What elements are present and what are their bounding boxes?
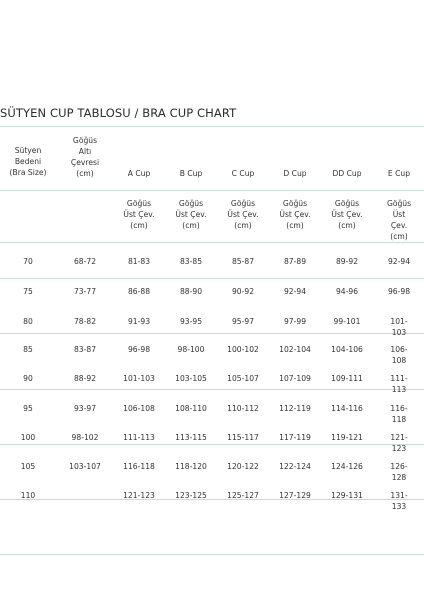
row-value: 124-126 <box>331 462 363 471</box>
row-underbust: 83-87 <box>73 345 97 354</box>
row-value: 123-125 <box>175 491 207 500</box>
row-value: 100-102 <box>227 345 259 354</box>
row-value: 87-89 <box>283 257 307 266</box>
row-value: 115-117 <box>227 433 259 442</box>
row-value: 98-100 <box>177 345 205 354</box>
table-rule <box>0 126 424 127</box>
row-value: 81-83 <box>127 257 151 266</box>
row-value: 103-105 <box>175 374 207 383</box>
row-value: 107-109 <box>279 374 311 383</box>
row-value: 127-129 <box>279 491 311 500</box>
row-value: 120-122 <box>227 462 259 471</box>
row-value: 83-85 <box>179 257 203 266</box>
row-value: 86-88 <box>127 287 151 296</box>
row-underbust: 98-102 <box>71 433 99 442</box>
subheader-bust: Göğüs Üst Çev. (cm) <box>123 199 155 230</box>
row-value: 88-90 <box>179 287 203 296</box>
row-value: 99-101 <box>333 317 361 326</box>
row-value: 102-104 <box>279 345 311 354</box>
row-size: 70 <box>23 257 33 266</box>
row-value: 121-123 <box>123 491 155 500</box>
row-value: 109-111 <box>331 374 363 383</box>
table-rule <box>0 333 424 334</box>
row-size: 100 <box>20 433 36 442</box>
row-value: 116-118 <box>390 404 408 424</box>
row-value: 92-94 <box>387 257 411 266</box>
row-value: 96-98 <box>387 287 411 296</box>
row-value: 125-127 <box>227 491 259 500</box>
header-cup: A Cup <box>127 169 151 178</box>
table-rule <box>0 389 424 390</box>
row-value: 121-123 <box>390 433 408 453</box>
subheader-bust: Göğüs Üst Çev. (cm) <box>331 199 363 230</box>
row-value: 96-98 <box>127 345 151 354</box>
header-cup: C Cup <box>231 169 255 178</box>
row-value: 105-107 <box>227 374 259 383</box>
table-rule <box>0 242 424 243</box>
row-value: 113-115 <box>175 433 207 442</box>
row-value: 95-97 <box>231 317 255 326</box>
row-value: 129-131 <box>331 491 363 500</box>
header-bra-size: Sütyen Bedeni (Bra Size) <box>9 146 47 177</box>
row-underbust: 88-92 <box>73 374 97 383</box>
subheader-bust: Göğüs Üst Çev. (cm) <box>386 199 412 241</box>
row-value: 118-120 <box>175 462 207 471</box>
row-value: 97-99 <box>283 317 307 326</box>
subheader-bust: Göğüs Üst Çev. (cm) <box>279 199 311 230</box>
row-value: 126-128 <box>390 462 408 482</box>
row-value: 89-92 <box>335 257 359 266</box>
subheader-bust: Göğüs Üst Çev. (cm) <box>175 199 207 230</box>
row-value: 131-133 <box>390 491 408 511</box>
row-value: 116-118 <box>123 462 155 471</box>
header-underbust: Göğüs Altı Çevresi (cm) <box>70 136 100 178</box>
subheader-bust: Göğüs Üst Çev. (cm) <box>227 199 259 230</box>
row-value: 106-108 <box>123 404 155 413</box>
row-value: 114-116 <box>331 404 363 413</box>
table-rule <box>0 278 424 279</box>
row-value: 91-93 <box>127 317 151 326</box>
row-size: 95 <box>23 404 33 413</box>
row-value: 92-94 <box>283 287 307 296</box>
row-underbust: 68-72 <box>73 257 97 266</box>
row-value: 93-95 <box>179 317 203 326</box>
row-value: 85-87 <box>231 257 255 266</box>
row-value: 111-113 <box>390 374 408 394</box>
row-size: 75 <box>23 287 33 296</box>
table-rule <box>0 190 424 191</box>
row-value: 101-103 <box>123 374 155 383</box>
row-value: 110-112 <box>227 404 259 413</box>
row-value: 101-103 <box>390 317 408 337</box>
row-size: 85 <box>23 345 33 354</box>
row-size: 105 <box>20 462 36 471</box>
row-size: 80 <box>23 317 33 326</box>
row-underbust: 73-77 <box>73 287 97 296</box>
header-cup: DD Cup <box>332 169 362 178</box>
row-value: 94-96 <box>335 287 359 296</box>
row-underbust: 93-97 <box>73 404 97 413</box>
table-rule <box>0 554 424 555</box>
row-value: 122-124 <box>279 462 311 471</box>
row-size: 110 <box>20 491 36 500</box>
header-cup: D Cup <box>283 169 307 178</box>
header-cup: B Cup <box>179 169 203 178</box>
chart-title: SÜTYEN CUP TABLOSU / BRA CUP CHART <box>0 106 237 120</box>
row-value: 108-110 <box>175 404 207 413</box>
header-cup: E Cup <box>387 169 411 178</box>
row-value: 90-92 <box>231 287 255 296</box>
row-value: 106-108 <box>390 345 408 365</box>
table-rule <box>0 444 424 445</box>
row-underbust: 103-107 <box>69 462 101 471</box>
row-value: 112-119 <box>279 404 311 413</box>
row-underbust: 78-82 <box>73 317 97 326</box>
row-value: 104-106 <box>331 345 363 354</box>
row-value: 117-119 <box>279 433 311 442</box>
row-value: 111-113 <box>123 433 155 442</box>
row-value: 119-121 <box>331 433 363 442</box>
row-size: 90 <box>23 374 33 383</box>
